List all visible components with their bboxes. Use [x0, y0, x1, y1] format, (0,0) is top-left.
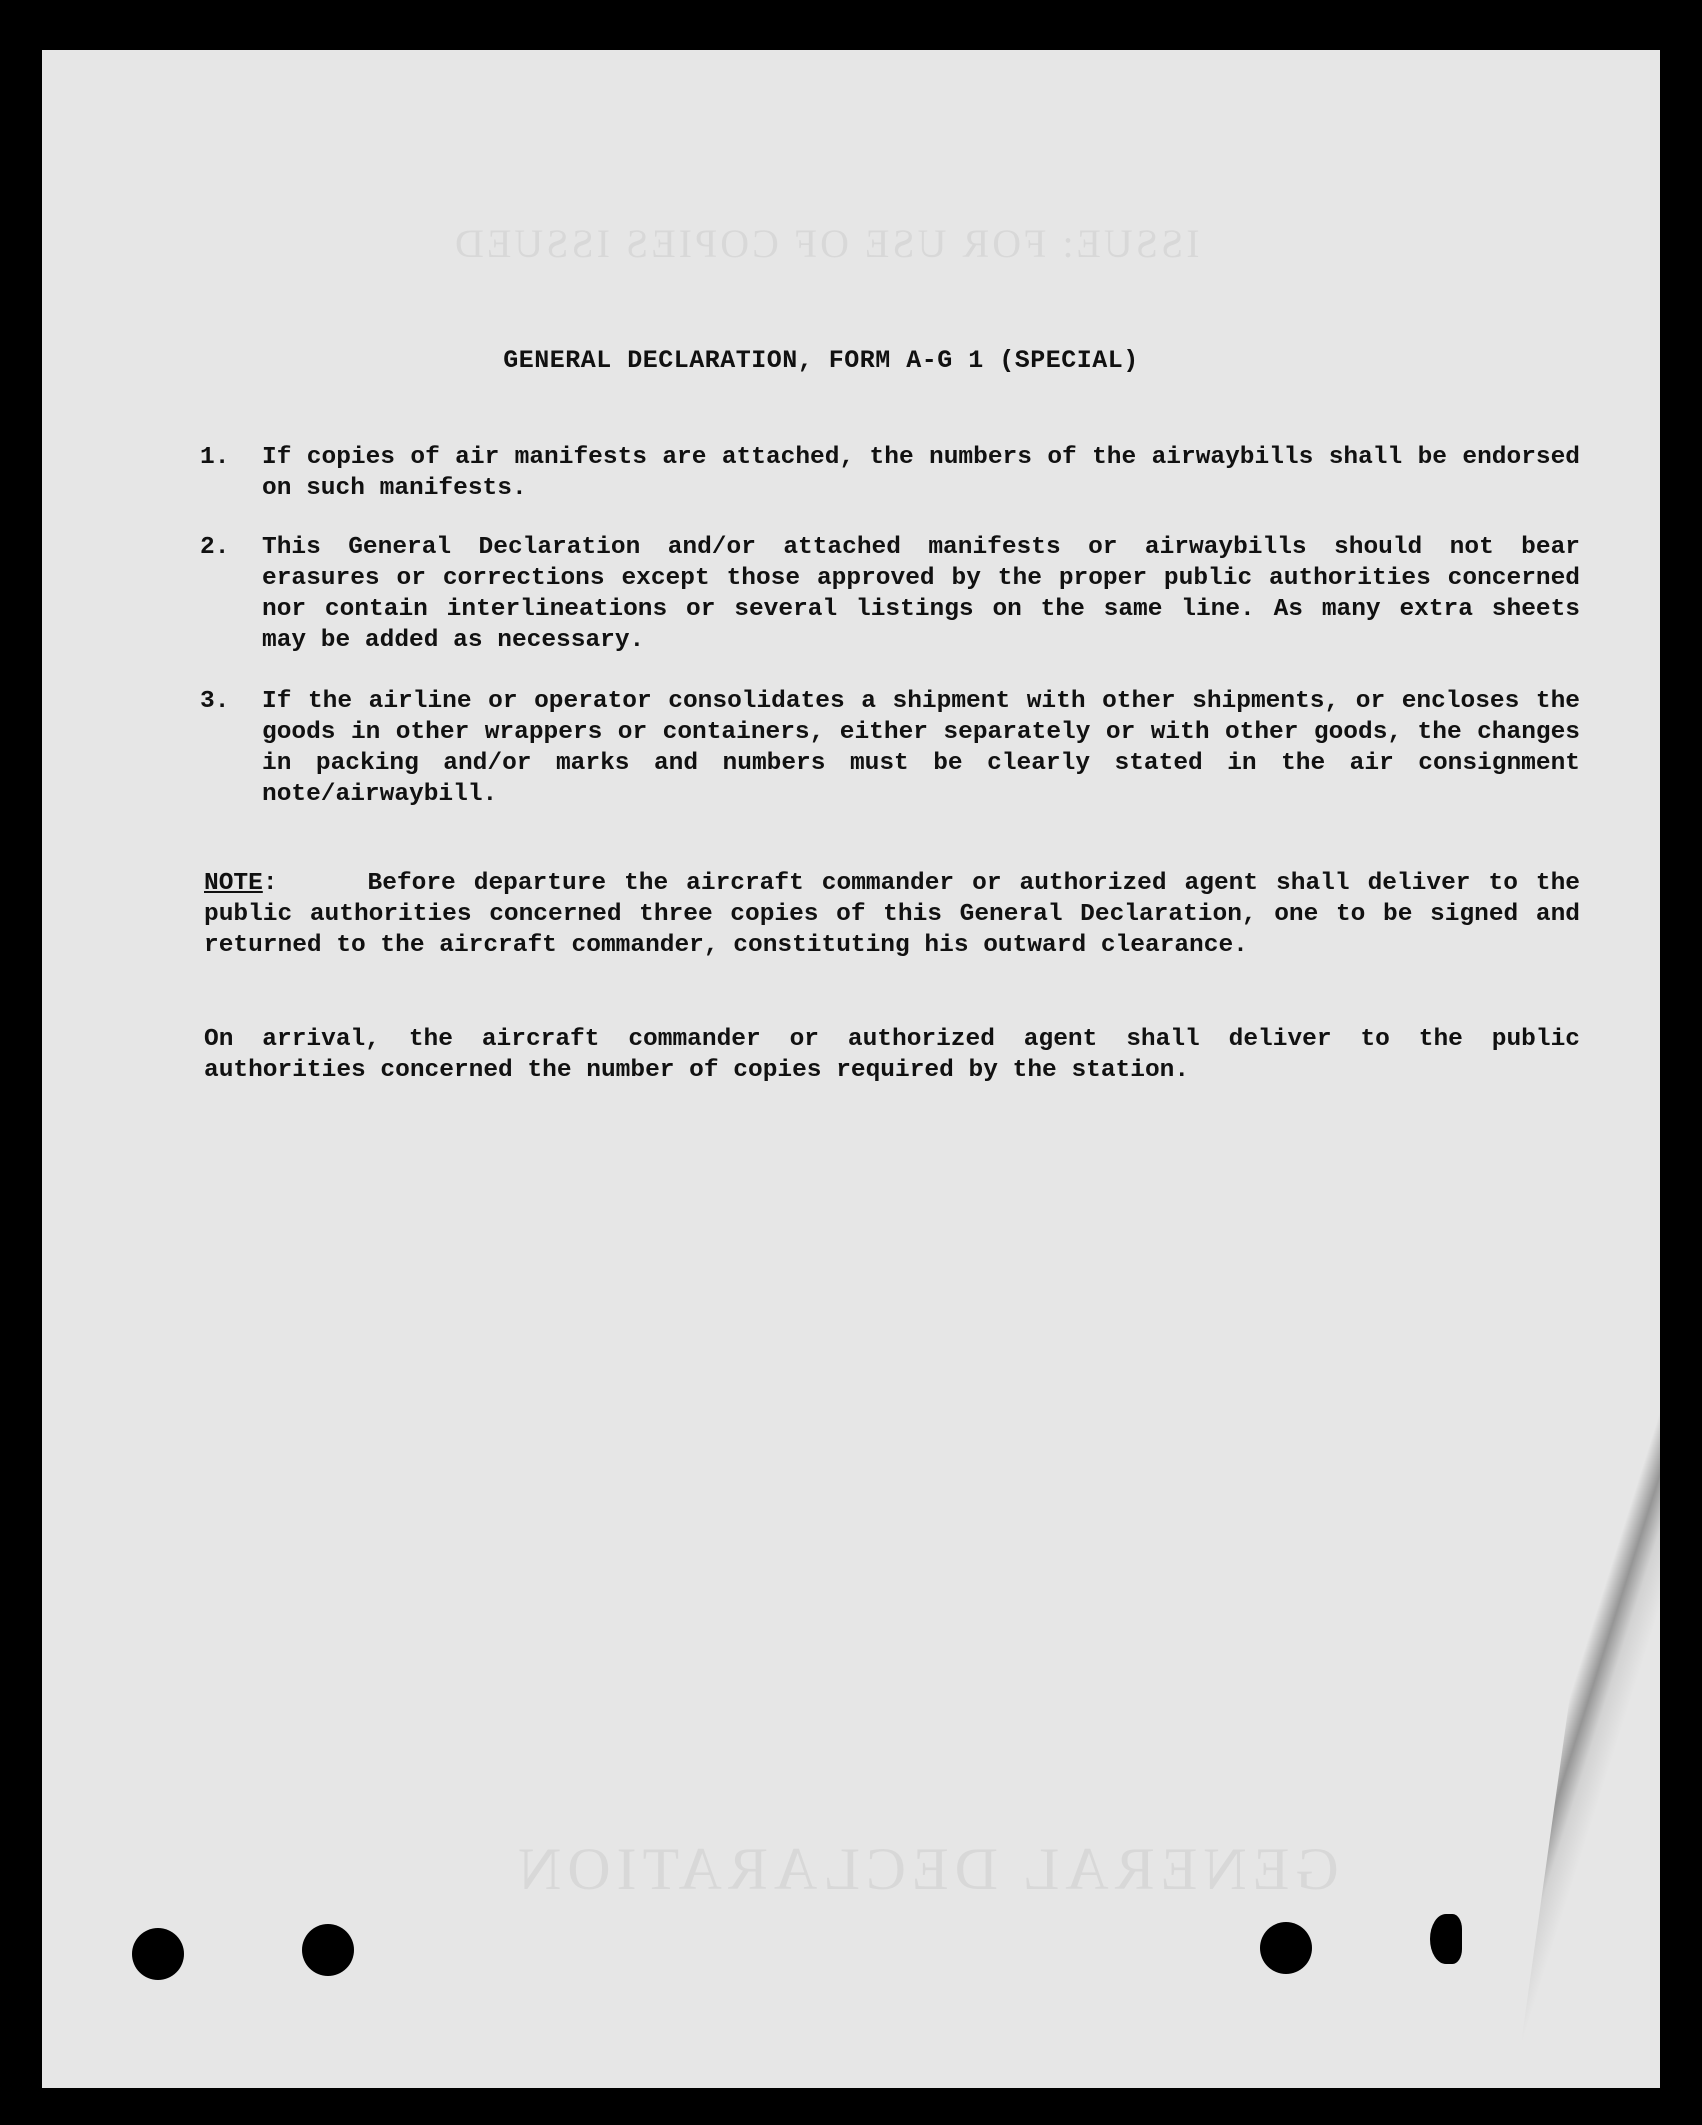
item-number: 1. [200, 444, 230, 471]
note-label: NOTE [204, 870, 263, 897]
item-text: This General Declaration and/or attached manifests or airwaybills should not bear erasures or corrections except those approved by the proper public authorities concerned nor contain interlineations or several listings on the same line. As many extra sheets may be added as necessary. [262, 534, 1580, 654]
punch-hole [132, 1928, 184, 1980]
list-item [200, 686, 1580, 810]
document-page [42, 50, 1660, 2088]
item-number: 3. [200, 688, 230, 715]
bleed-through-text-top: ISSUE: FOR USE OF COPIES ISSUED [452, 221, 1200, 266]
note-paragraph: NOTE: Before departure the aircraft commander or authorized agent shall deliver to the public authorities concerned three copies of this General Declaration, one to be signed and returned to the aircraft commander, constituting his outward clearance. [204, 870, 1580, 959]
item-text: If the airline or operator consolidates a shipment with other shipments, or encloses the goods in other wrappers or containers, either separately or with other goods, the changes in packing and/or marks and numbers must be clearly stated in the air consignment note/airwaybill. [262, 688, 1580, 808]
arrival-paragraph: On arrival, the aircraft commander or authorized agent shall deliver to the public authorities concerned the number of copies required by the station. [204, 1026, 1580, 1084]
punch-hole [1260, 1922, 1312, 1974]
item-number: 2. [200, 534, 230, 561]
list-item [200, 442, 1580, 504]
note-text: Before departure the aircraft commander or authorized agent shall deliver to the public authorities concerned three copies of this General Declaration, one to be signed and returned to the aircraft commander, constituting his outward clearance. [204, 870, 1580, 959]
punch-hole [302, 1924, 354, 1976]
item-text: If copies of air manifests are attached, the numbers of the airwaybills shall be endorsed on such manifests. [262, 444, 1580, 502]
bleed-through-text-bottom: GENERAL DECLARATION [512, 1836, 1339, 1902]
punch-hole [1430, 1914, 1462, 1964]
list-item [200, 532, 1580, 656]
page-curl-shadow [1515, 1130, 1660, 2088]
document-title: GENERAL DECLARATION, FORM A-G 1 (SPECIAL) [503, 346, 1139, 375]
